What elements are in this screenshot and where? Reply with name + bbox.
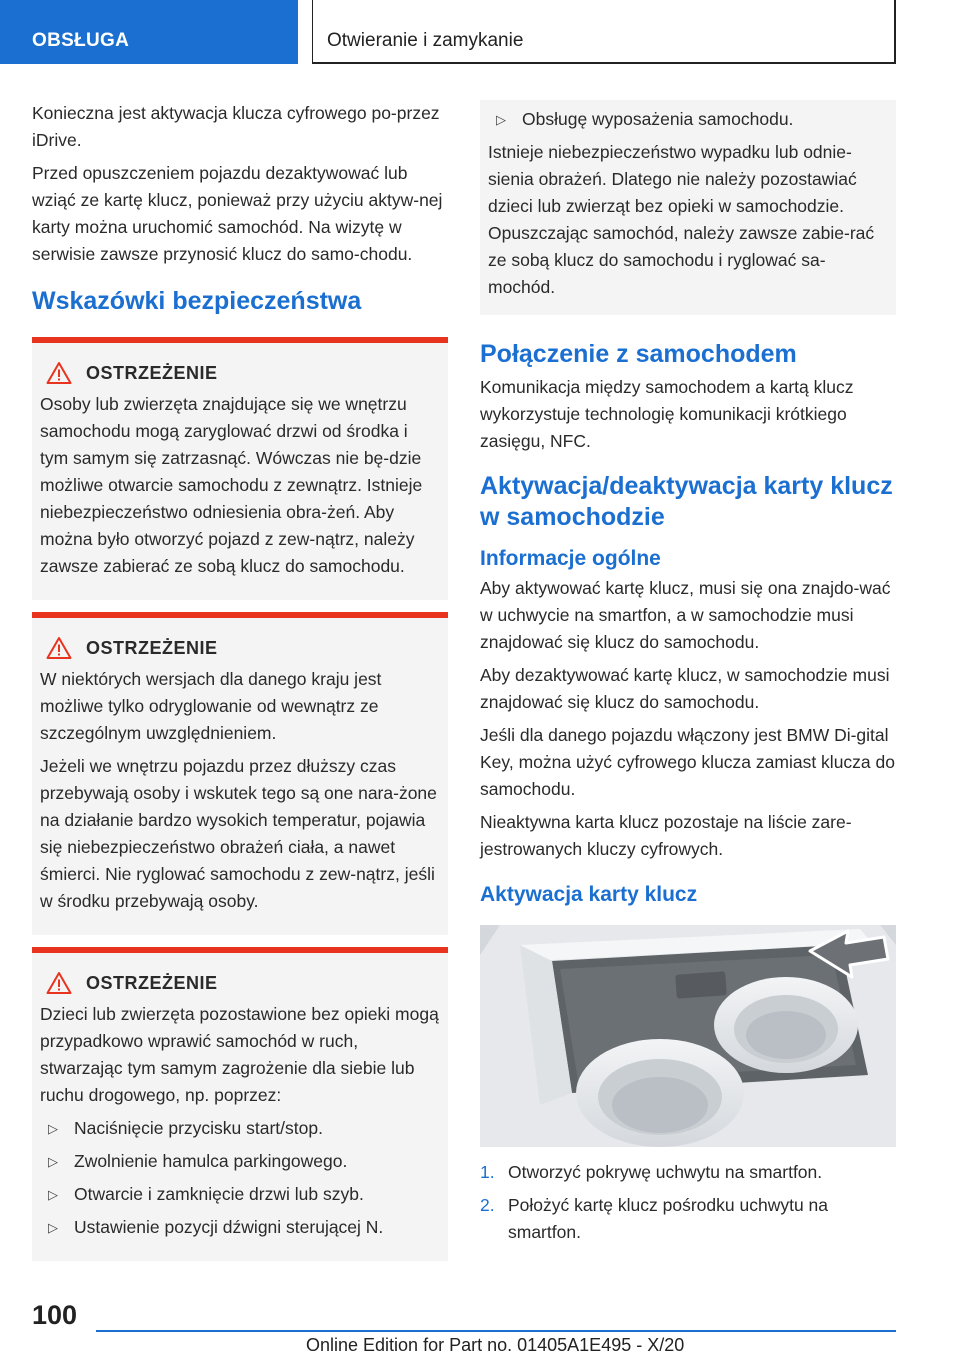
chapter-title: Otwieranie i zamykanie [312,0,896,64]
list-item: ▷ Naciśnięcie przycisku start/stop. [40,1115,440,1142]
list-item: ▷ Otwarcie i zamknięcie drzwi lub szyb. [40,1181,440,1208]
footer-divider [96,1330,896,1332]
right-column [480,100,896,1252]
warning-text: Dzieci lub zwierzęta pozostawione bez opieki mogą przypadkowo wprawić samochód w ruch, stwarzając tym samym zagrożenie dla siebie lub ruchu drogowego, np. poprzez: [40,1004,439,1105]
warning-title: OSTRZEŻENIE [86,362,218,383]
intro-paragraph-1: Konieczna jest aktywacja klucza cyfrowego po-przez iDrive. [32,103,440,150]
warning-bullet-list [488,106,888,133]
warning-text: W niektórych wersjach dla danego kraju jest możliwe tylko odryglowanie od wewnątrz ze szczególnym uwzględnieniem. [40,669,382,743]
list-item [480,1159,896,1186]
step-number: 2. [480,1195,495,1215]
warning-triangle-icon [46,636,72,660]
connection-heading: Połączenie z samochodem [480,340,797,368]
warning-text: Istnieje niebezpieczeństwo wypadku lub odnie-sienia obrażeń. Dlatego nie należy pozostawiać dzieci lub zwierząt bez opieki w samochodzie. Opuszczając samochód, należy zawsze zabie-rać ze sobą klucz do samochodu i ryglować sa-mochód. [488,142,875,297]
edition-text: Online Edition for Part no. 01405A1E495 - X/20 [306,1335,685,1355]
warning-text: Jeżeli we wnętrzu pojazdu przez dłuższy czas przebywają osoby i wskutek tego są one nara-żone na działanie bardzo wysokich temperatur, pojawia się niebezpieczeństwo obrażeń ciała, a nawet śmierci. Nie ryglować samochodu z zew-nątrz, jeśli w środku przebywają osoby. [40,756,437,911]
general-paragraph-4: Nieaktywna karta klucz pozostaje na liście zare-jestrowanych kluczy cyfrowych. [480,812,852,859]
list-item: ▷ Zwolnienie hamulca parkingowego. [40,1148,440,1175]
warning-box-1 [32,337,448,600]
warning-triangle-icon [46,971,72,995]
safety-heading: Wskazówki bezpieczeństwa [32,287,362,315]
general-paragraph-1: Aby aktywować kartę klucz, musi się ona znajdo-wać w uchwycie na smartfon, a w samochodzie musi znajdować się klucz do samochodu. [480,578,891,652]
activation-heading: Aktywacja/deaktywacja karty klucz w samochodzie [480,472,893,531]
warning-box-2 [32,612,448,935]
intro-paragraph-2: Przed opuszczeniem pojazdu dezaktywować lub wziąć ze kartę klucz, ponieważ przy użyciu aktyw-nej karty można uruchomić samochód. Na wizytę w serwisie zawsze przynosić klucz do samo-chodu. [32,163,443,264]
warning-bullet-list [40,1115,440,1241]
page-number: 100 [32,1300,78,1330]
warning-box-continued [480,100,896,315]
general-paragraph-3: Jeśli dla danego pojazdu włączony jest BMW Di-gital Key, można użyć cyfrowego klucza zamiast klucza do samochodu. [480,725,895,799]
activate-card-heading: Aktywacja karty klucz [480,883,698,906]
warning-text: Osoby lub zwierzęta znajdujące się we wnętrzu samochodu mogą zaryglować drzwi od środka i tym samym się zatrzasnąć. Wówczas nie bę-dzie możliwe otwarcie samochodu z zewnątrz. Istnieje niebezpieczeństwo odniesienia obra-żeń. Aby można było otworzyć pojazd z zew-nątrz, należy zawsze zabierać ze sobą klucz do samochodu. [40,394,423,576]
step-text: Położyć kartę klucz pośrodku uchwytu na smartfon. [508,1195,829,1242]
left-column [32,100,448,1261]
step-number: 1. [480,1162,495,1182]
warning-triangle-icon [46,361,72,385]
phone-holder-illustration [480,925,896,1147]
section-tab: OBSŁUGA [0,0,298,64]
phone-holder-photo [480,925,896,1147]
list-item: ▷ Obsługę wyposażenia samochodu. [488,106,888,133]
steps-list [480,1159,896,1246]
connection-text: Komunikacja między samochodem a kartą klucz wykorzystuje technologię komunikacji krótkiego zasięgu, NFC. [480,377,854,451]
warning-box-3 [32,947,448,1261]
general-info-heading: Informacje ogólne [480,547,661,570]
step-text: Otworzyć pokrywę uchwytu na smartfon. [508,1162,823,1182]
list-item: ▷ Ustawienie pozycji dźwigni sterującej N. [40,1214,440,1241]
warning-title: OSTRZEŻENIE [86,972,218,993]
general-paragraph-2: Aby dezaktywować kartę klucz, w samochodzie musi znajdować się klucz do samochodu. [480,665,890,712]
warning-title: OSTRZEŻENIE [86,637,218,658]
list-item [480,1192,896,1246]
